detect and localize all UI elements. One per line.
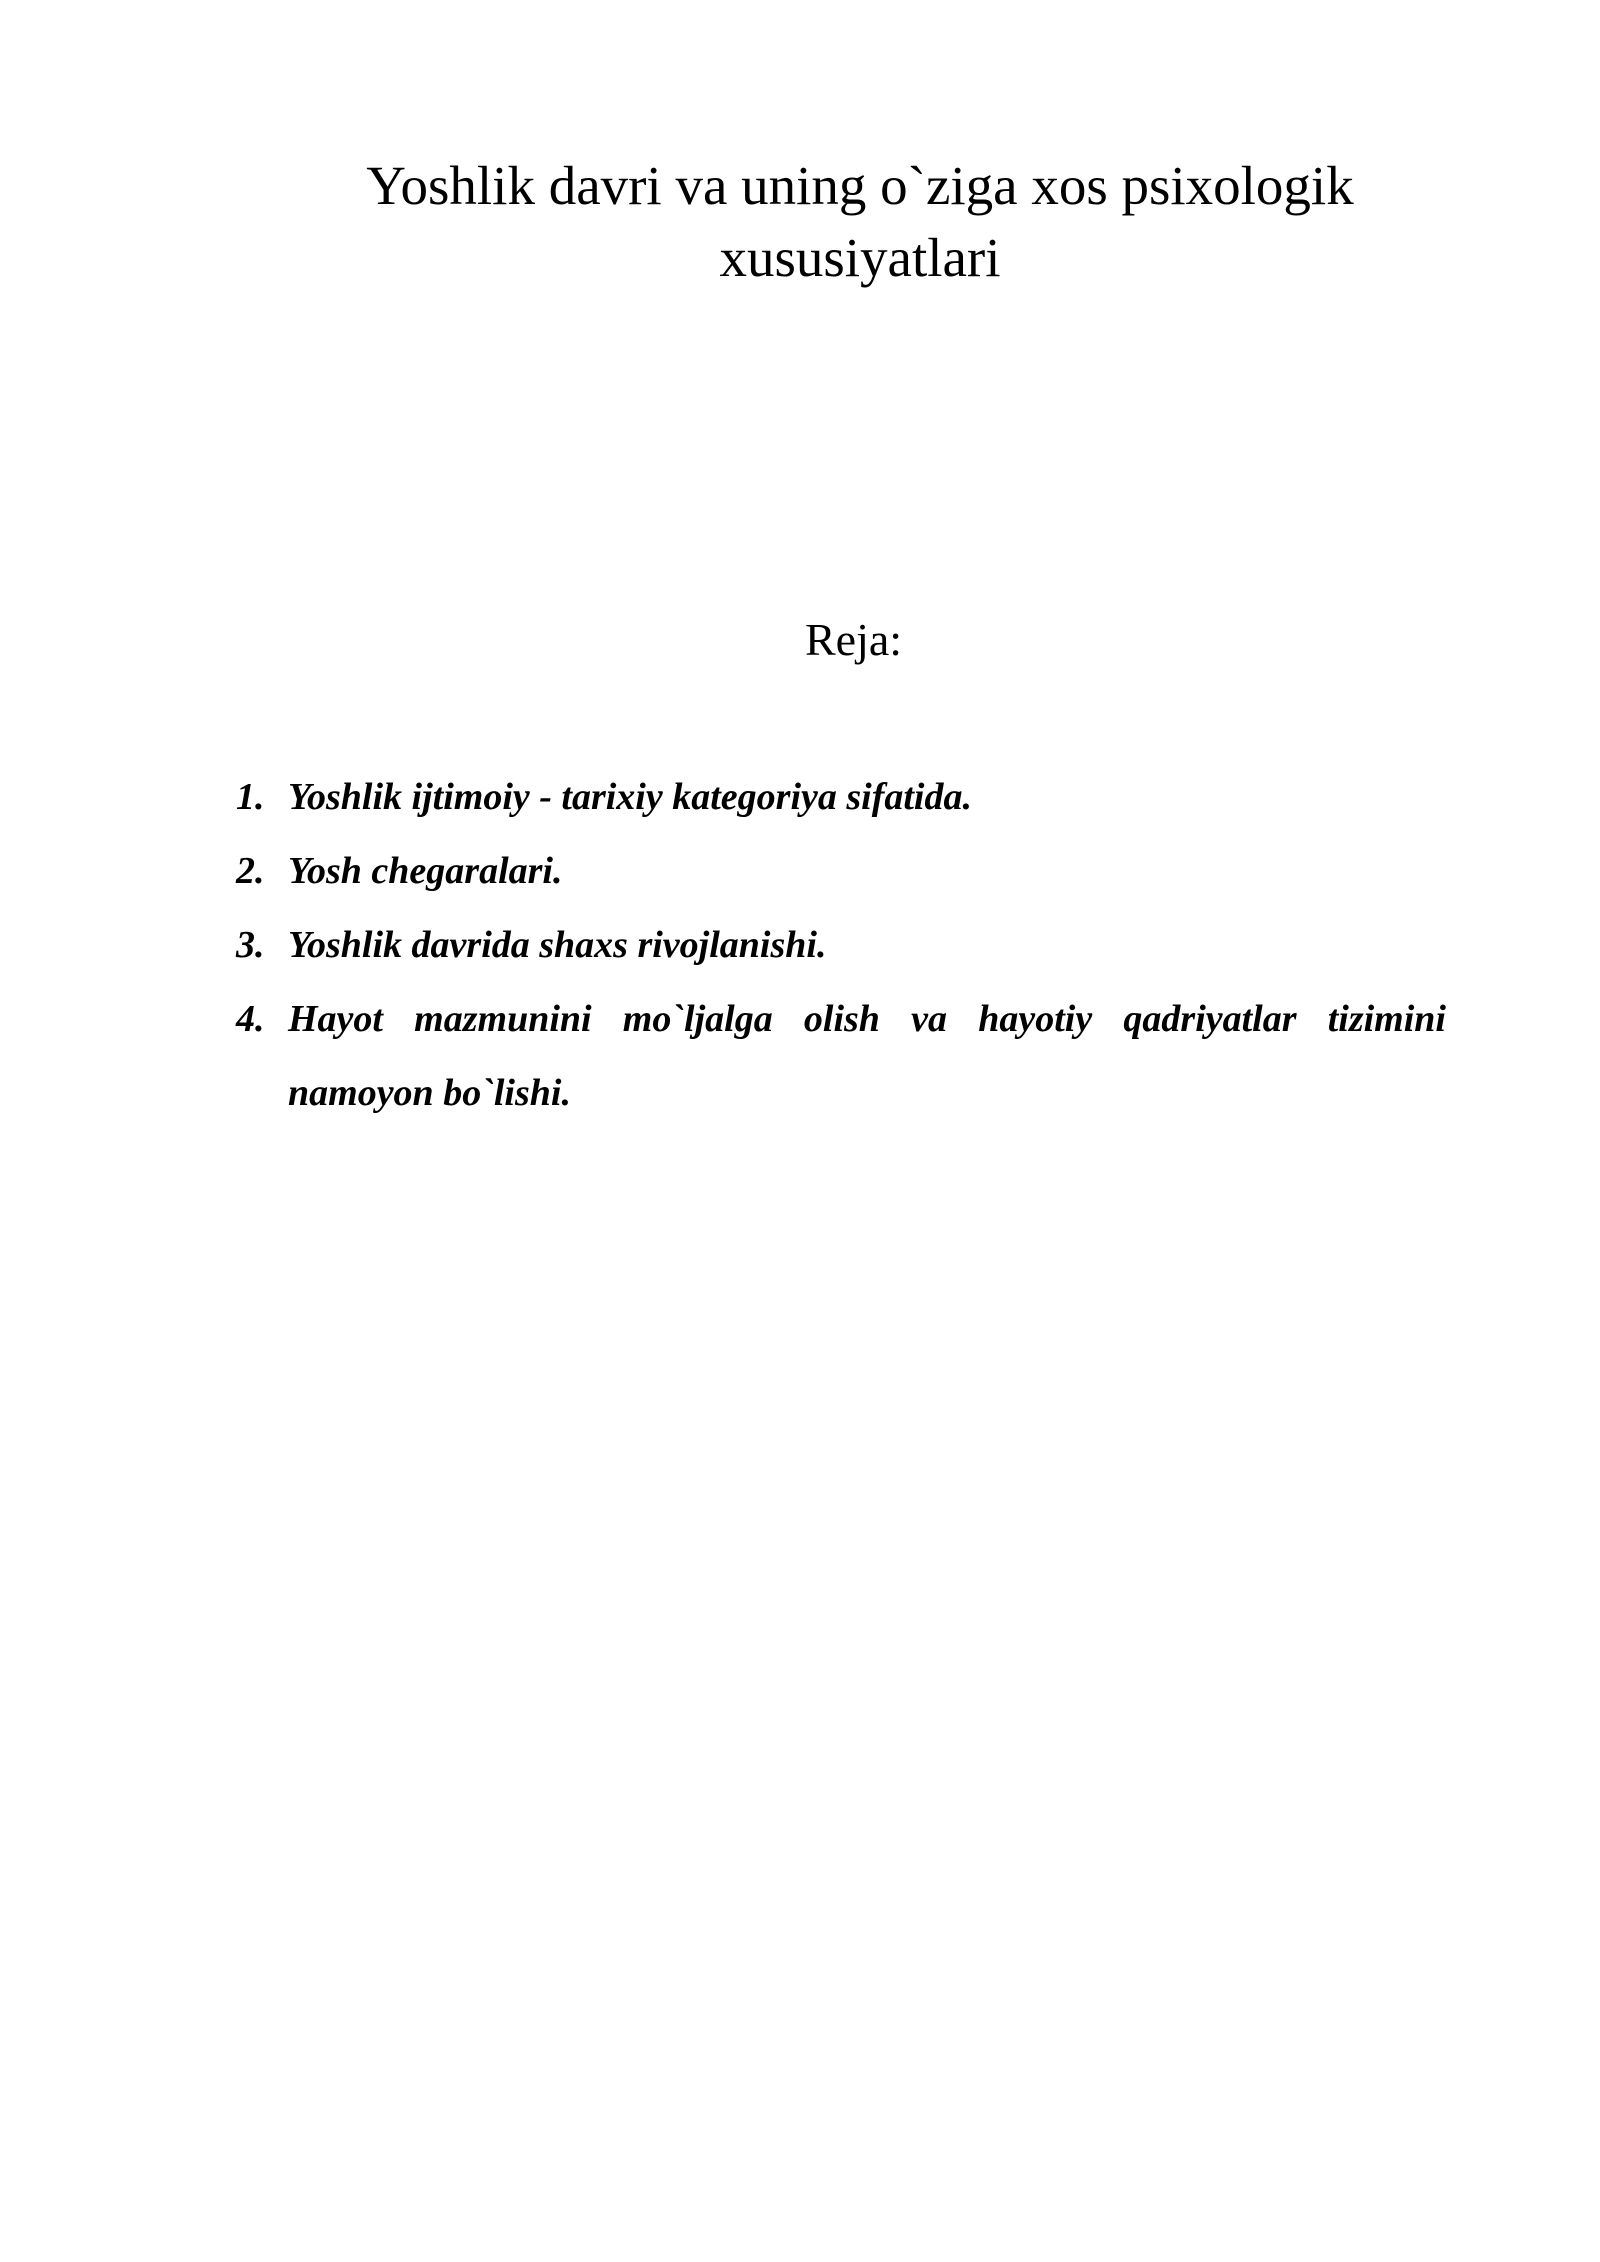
plan-item-number: 1. bbox=[236, 776, 265, 818]
plan-heading: Reja: bbox=[805, 614, 903, 665]
plan-item-number: 4. bbox=[236, 998, 265, 1040]
plan-item-text: Yoshlik davrida shaxs rivojlanishi. bbox=[288, 924, 827, 966]
plan-item bbox=[236, 908, 1446, 982]
plan-list bbox=[236, 760, 1446, 1130]
plan-item-number: 2. bbox=[236, 850, 265, 892]
plan-item-text: Yoshlik ijtimoiy - tarixiy kategoriya sifatida. bbox=[288, 776, 972, 818]
plan-item bbox=[236, 982, 1446, 1130]
plan-item bbox=[236, 760, 1446, 834]
document-title: Yoshlik davri va uning o`ziga xos psixologik xususiyatlari bbox=[366, 155, 1354, 288]
plan-item-text: Hayot mazmunini mo`ljalga olish va hayotiy qadriyatlar tizimini namoyon bo`lishi. bbox=[288, 998, 1446, 1114]
plan-item-text: Yosh chegaralari. bbox=[288, 850, 563, 892]
plan-item-number: 3. bbox=[236, 924, 265, 966]
plan-item bbox=[236, 834, 1446, 908]
